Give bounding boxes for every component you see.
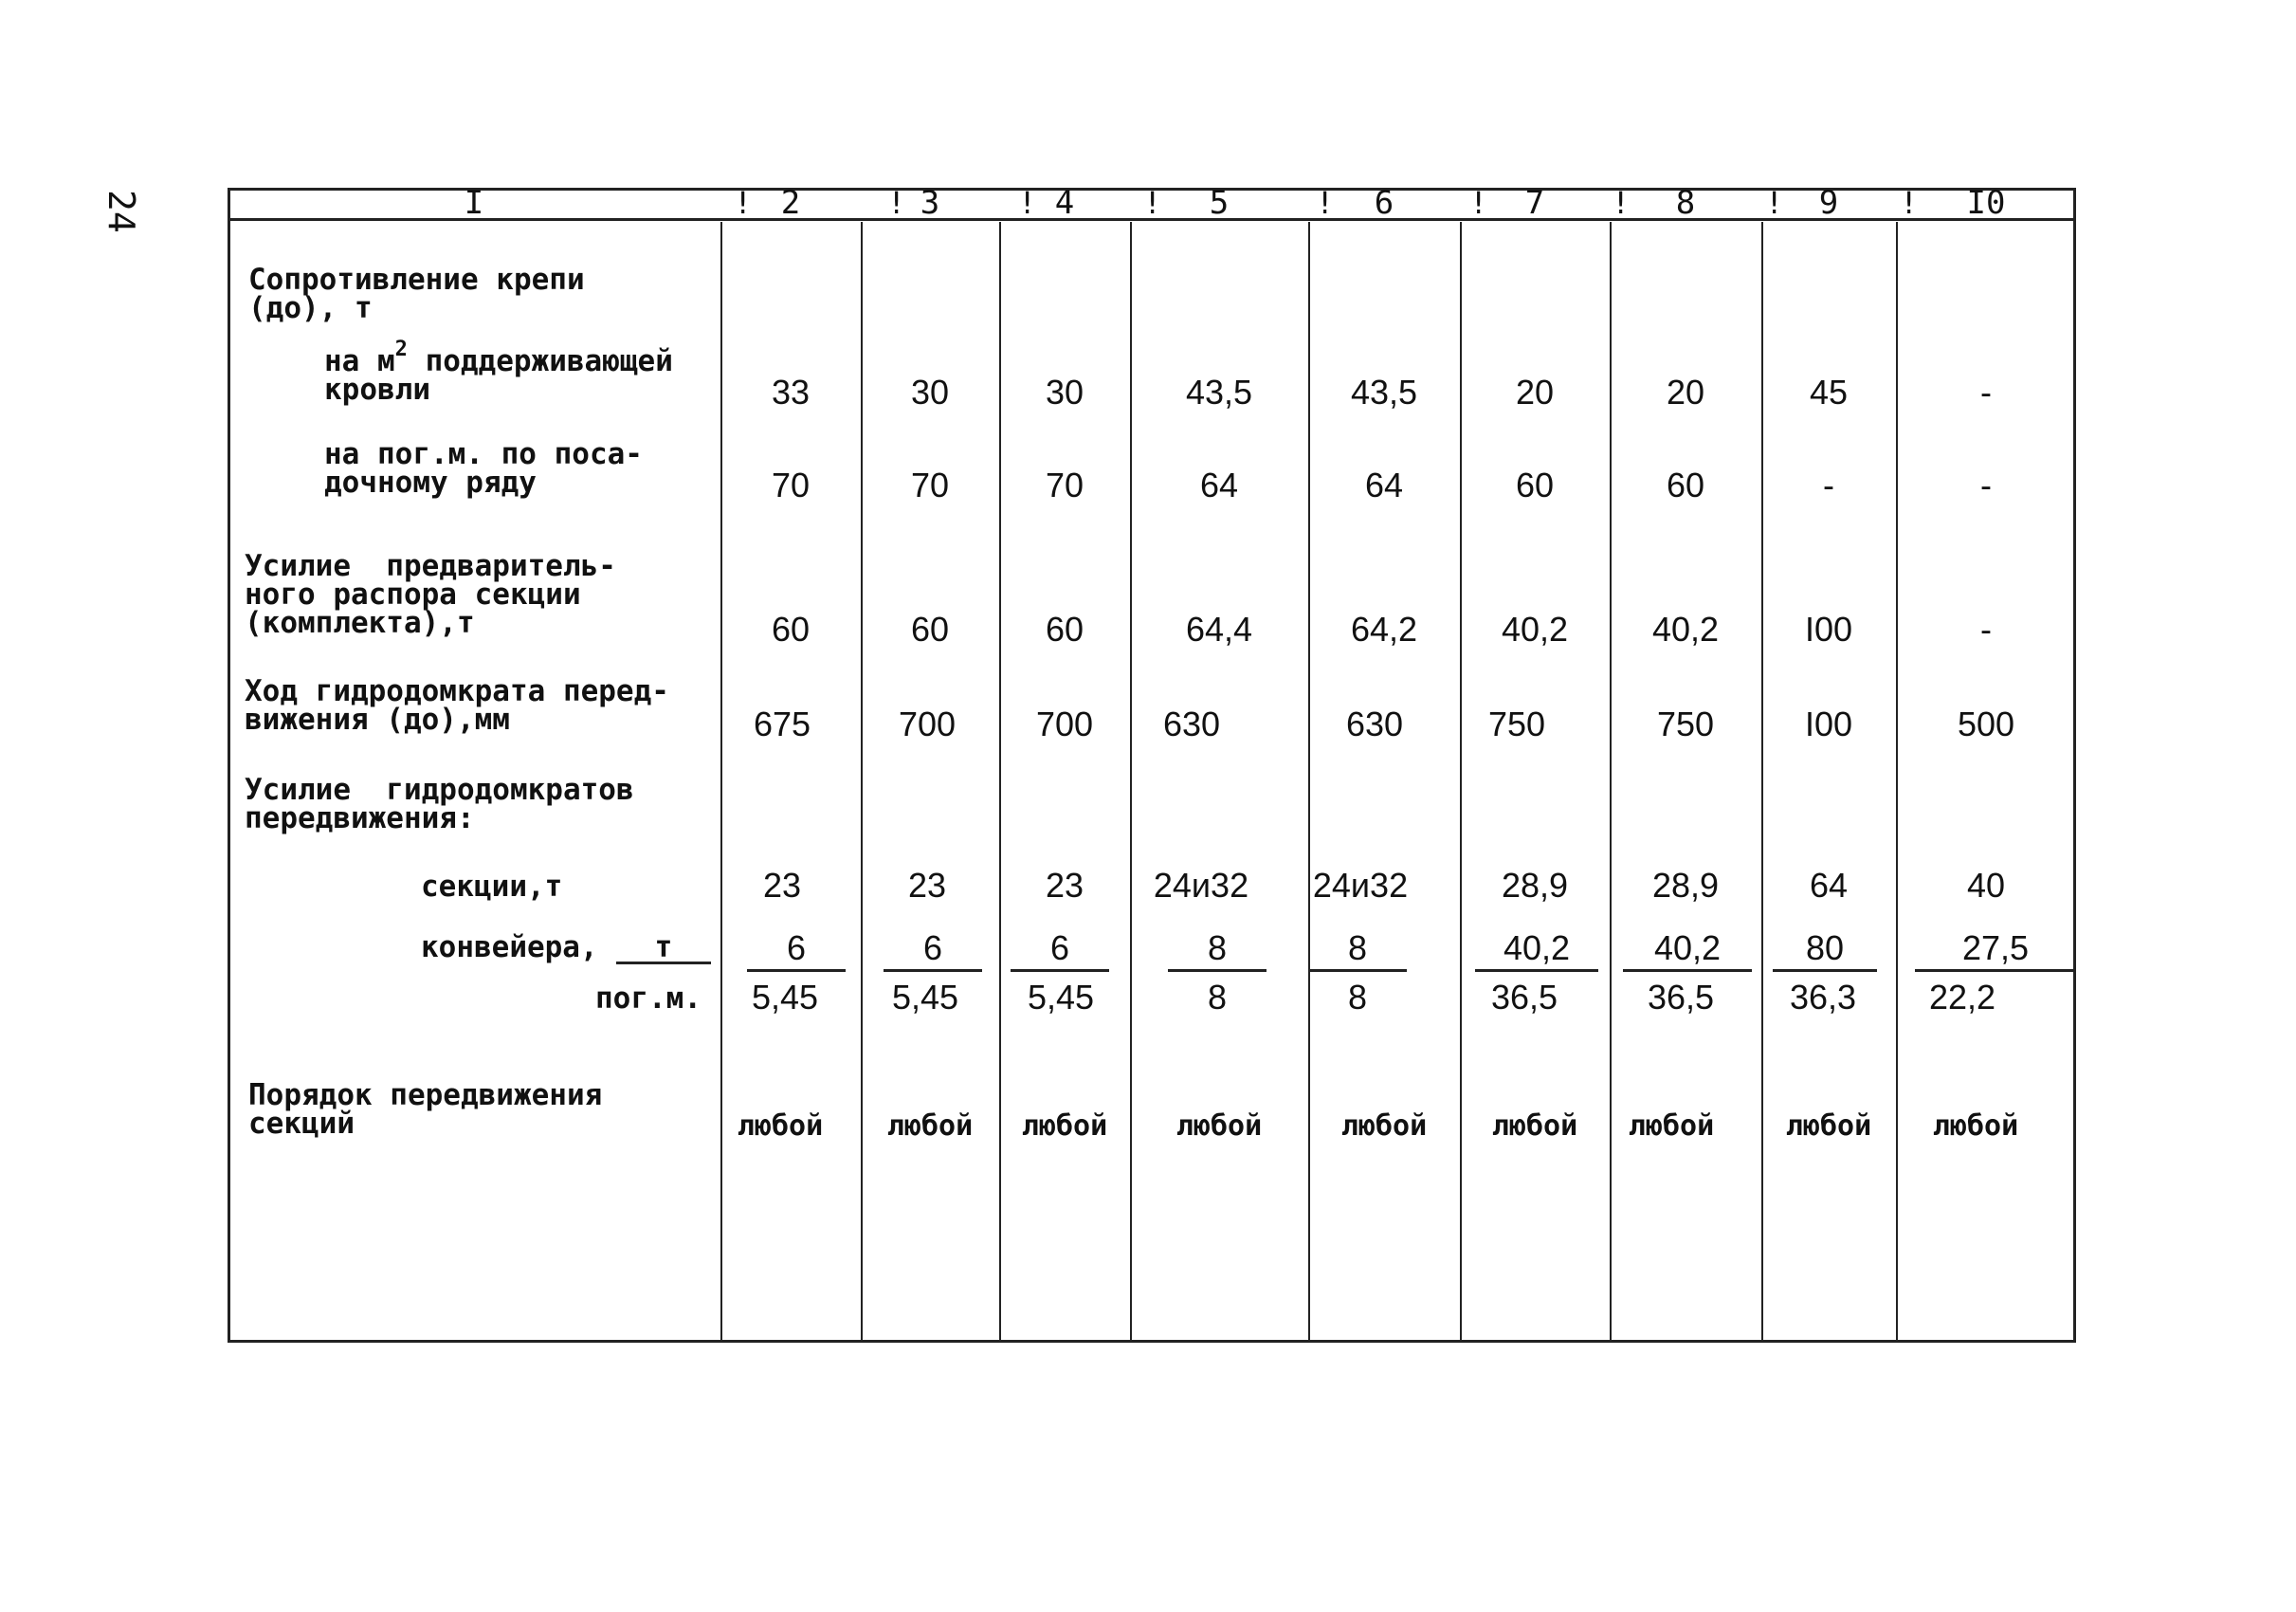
value-cell: 40,2 bbox=[1501, 610, 1569, 649]
value-cell: 64,2 bbox=[1350, 610, 1418, 649]
value-cell: 43,5 bbox=[1185, 373, 1253, 412]
conveyor-denominator: 5,45 bbox=[891, 978, 959, 1017]
conveyor-denominator: 5,45 bbox=[751, 978, 819, 1017]
value-cell: 30 bbox=[910, 373, 950, 412]
value-cell: 64 bbox=[1809, 866, 1849, 905]
value-cell: 23 bbox=[907, 866, 947, 905]
value-cell: 60 bbox=[771, 610, 811, 649]
row-label-preload-3: (комплекта),т bbox=[245, 606, 475, 640]
value-cell: любой bbox=[1175, 1109, 1263, 1143]
value-cell: 700 bbox=[898, 705, 957, 743]
value-cell: - bbox=[1980, 466, 1992, 504]
value-cell: любой bbox=[1932, 1109, 2019, 1143]
row-label-conveyor: конвейера, bbox=[421, 930, 598, 964]
value-cell: 630 bbox=[1345, 705, 1404, 743]
row-label-preload: Усилие предваритель- bbox=[245, 549, 616, 583]
row-label-resistance: Сопротивление крепи bbox=[248, 263, 585, 297]
value-cell: 28,9 bbox=[1501, 866, 1569, 905]
header-col-1: I bbox=[464, 184, 484, 222]
conveyor-denominator: 36,3 bbox=[1789, 978, 1857, 1017]
conveyor-denominator: 8 bbox=[1207, 978, 1228, 1017]
page-number: 24 bbox=[100, 190, 142, 233]
value-cell: 675 bbox=[753, 705, 811, 743]
header-separator: ! bbox=[1316, 185, 1335, 221]
header-col-5: 5 bbox=[1209, 184, 1230, 222]
row-label-jack-force-2: передвижения: bbox=[245, 801, 475, 835]
value-cell: 750 bbox=[1487, 705, 1546, 743]
header-separator: ! bbox=[887, 185, 906, 221]
row-label-preload-2: ного распора секции bbox=[245, 577, 581, 612]
row-label-per-m2: на $м^2$ поддерживающей bbox=[324, 338, 673, 378]
conveyor-unit-numerator: т bbox=[616, 933, 711, 964]
value-cell: 64 bbox=[1364, 466, 1404, 504]
conveyor-numerator: 27,5 bbox=[1915, 929, 2076, 972]
value-cell: 630 bbox=[1162, 705, 1221, 743]
conveyor-denominator: 36,5 bbox=[1490, 978, 1558, 1017]
value-cell: 70 bbox=[910, 466, 950, 504]
value-cell: 45 bbox=[1809, 373, 1849, 412]
value-cell: 20 bbox=[1666, 373, 1705, 412]
value-cell: 500 bbox=[1957, 705, 2015, 743]
value-cell: 60 bbox=[910, 610, 950, 649]
header-separator: ! bbox=[734, 185, 753, 221]
value-cell: любой bbox=[1021, 1109, 1108, 1143]
value-cell: 64,4 bbox=[1185, 610, 1253, 649]
value-cell: 33 bbox=[771, 373, 811, 412]
value-cell: любой bbox=[1340, 1109, 1428, 1143]
value-cell: 23 bbox=[1045, 866, 1084, 905]
value-cell: 700 bbox=[1035, 705, 1094, 743]
value-cell: 64 bbox=[1199, 466, 1239, 504]
row-label-sections: секции,т bbox=[421, 870, 563, 904]
value-cell: любой bbox=[1491, 1109, 1578, 1143]
conveyor-denominator: 36,5 bbox=[1647, 978, 1715, 1017]
header-col-4: 4 bbox=[1054, 184, 1075, 222]
row-label-order: Порядок передвижения bbox=[248, 1078, 603, 1112]
conveyor-denominator: 8 bbox=[1347, 978, 1368, 1017]
conveyor-numerator: 6 bbox=[747, 929, 846, 972]
row-label-per-running-m: на пог.м. по поса- bbox=[324, 437, 643, 471]
value-cell: 24и32 bbox=[1312, 866, 1409, 905]
conveyor-numerator: 40,2 bbox=[1475, 929, 1598, 972]
header-separator: ! bbox=[1765, 185, 1784, 221]
row-label-stroke-2: вижения (до),мм bbox=[245, 703, 510, 737]
value-cell: 70 bbox=[771, 466, 811, 504]
header-separator: ! bbox=[1612, 185, 1631, 221]
conveyor-numerator: 40,2 bbox=[1623, 929, 1752, 972]
row-label-per-m2-roof: кровли bbox=[324, 373, 430, 407]
conveyor-numerator: 6 bbox=[1011, 929, 1109, 972]
value-cell: 43,5 bbox=[1350, 373, 1418, 412]
value-cell: - bbox=[1823, 466, 1834, 504]
conveyor-numerator: 8 bbox=[1168, 929, 1266, 972]
row-label-order-2: секций bbox=[248, 1107, 355, 1141]
value-cell: - bbox=[1980, 373, 1992, 412]
value-cell: 60 bbox=[1515, 466, 1555, 504]
value-cell: 28,9 bbox=[1651, 866, 1720, 905]
header-col-3: 3 bbox=[920, 184, 940, 222]
value-cell: любой bbox=[1785, 1109, 1872, 1143]
header-col-10: I0 bbox=[1966, 184, 2006, 222]
header-col-7: 7 bbox=[1524, 184, 1545, 222]
value-cell: 60 bbox=[1045, 610, 1084, 649]
row-label-resistance-unit: (до), т bbox=[248, 291, 373, 325]
value-cell: 40 bbox=[1966, 866, 2006, 905]
conveyor-numerator: 8 bbox=[1308, 929, 1407, 972]
value-cell: I00 bbox=[1804, 705, 1853, 743]
value-cell: 750 bbox=[1656, 705, 1715, 743]
row-label-jack-force: Усилие гидродомкратов bbox=[245, 773, 634, 807]
value-cell: любой bbox=[737, 1109, 824, 1143]
value-cell: любой bbox=[1628, 1109, 1715, 1143]
specification-table bbox=[228, 184, 2076, 1343]
value-cell: 30 bbox=[1045, 373, 1084, 412]
conveyor-denominator: 5,45 bbox=[1027, 978, 1095, 1017]
header-col-2: 2 bbox=[780, 184, 801, 222]
conveyor-unit-denominator: пог.м. bbox=[595, 981, 702, 1016]
header-col-8: 8 bbox=[1675, 184, 1696, 222]
value-cell: любой bbox=[886, 1109, 974, 1143]
header-col-6: 6 bbox=[1374, 184, 1394, 222]
value-cell: - bbox=[1980, 610, 1992, 649]
conveyor-denominator: 22,2 bbox=[1928, 978, 1996, 1017]
header-col-9: 9 bbox=[1818, 184, 1839, 222]
value-cell: 20 bbox=[1515, 373, 1555, 412]
value-cell: 60 bbox=[1666, 466, 1705, 504]
header-separator: ! bbox=[1143, 185, 1162, 221]
value-cell: 23 bbox=[762, 866, 802, 905]
value-cell: 70 bbox=[1045, 466, 1084, 504]
header-separator: ! bbox=[1900, 185, 1919, 221]
conveyor-numerator: 80 bbox=[1773, 929, 1877, 972]
value-cell: 24и32 bbox=[1153, 866, 1249, 905]
header-separator: ! bbox=[1018, 185, 1037, 221]
header-separator: ! bbox=[1469, 185, 1488, 221]
row-label-per-running-m-row: дочному ряду bbox=[324, 466, 537, 500]
value-cell: 40,2 bbox=[1651, 610, 1720, 649]
conveyor-numerator: 6 bbox=[884, 929, 982, 972]
value-cell: I00 bbox=[1804, 610, 1853, 649]
row-label-stroke: Ход гидродомкрата перед- bbox=[245, 674, 669, 708]
